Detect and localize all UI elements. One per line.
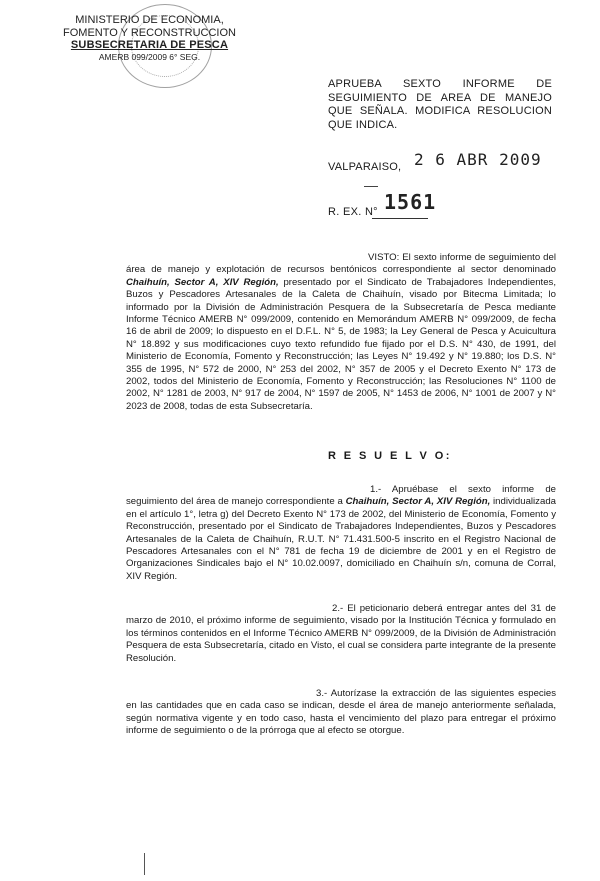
- article-1-sector-name: Chaihuín, Sector A, XIV Región,: [345, 496, 491, 508]
- visto-paragraph: [126, 252, 556, 413]
- visto-text-b: presentado por el Sindicato de Trabajadores Independientes, Buzos y Pescadores Artesanales de la Caleta de Chaihuín, visado por Bitecma Limitada; lo informado por la División de Administración Pesquera de la Subsecretaría de Pesca mediante Informe Técnico AMERB N° 099/2009, contenido en Memorándum AMERB N° 099/2009, de fecha 16 de abril de 2009; lo dispuesto en el D.F.L. N° 5, de 1983; la Ley General de Pesca y Acuicultura N° 18.892 y sus modificaciones cuyo texto refundido fue fijado por el D.S. N° 430, de 1991, del Ministerio de Economía, Fomento y Reconstrucción; las Leyes N° 19.492 y N° 19.880; los D.S. N° 355 de 1995, N° 572 de 2000, N° 253 del 2002, N° 357 de 2005 y el Decreto Exento N° 173 de 2002, todos del Ministerio de Economía, Fomento y Reconstrucción; las Resoluciones N° 1100 de 2002, N° 1281 de 2003, N° 917 de 2004, N° 1597 de 2005, N° 1453 de 2006, N° 1001 de 2007 y N° 2023 de 2008, todas de esta Subsecretaría.: [126, 276, 556, 412]
- place-label: VALPARAISO,: [328, 161, 402, 173]
- article-1-text-b: individualizada en el artículo 1°, letra g) del Decreto Exento N° 173 de 2002, del Ministerio de Economía, Fomento y Reconstrucción, presentado por el Sindicato de Trabajadores Independientes, Buzos y Pescadores Artesanales de la Caleta de Chaihuín, R.U.T. N° 71.431.500-5 inscrito en el Registro Nacional de Pescadores Artesanales con el N° 781 de fecha 19 de diciembre de 2001 y en el Registro de Organizaciones Sindicales bajo el N° 10.02.0097, domiciliado en Chaihuín s/n, comuna de Corral, XIV Región.: [126, 496, 556, 582]
- article-3-paragraph: 3.- Autorízase la extracción de las siguientes especies en las cantidades que en cada caso se indican, desde el área de manejo anteriormente señalada, según normativa vigente y en todo caso, hasta el vencimiento del plazo para entregar el próximo informe de seguimiento o de la prórroga que al efecto se otorgue.: [126, 688, 556, 737]
- resolution-label: R. EX. N°: [328, 206, 378, 218]
- letterhead-ministry: MINISTERIO DE ECONOMIA,: [75, 14, 224, 26]
- letterhead: [62, 14, 237, 62]
- resuelvo-heading: R E S U E L V O:: [328, 450, 452, 462]
- article-2-paragraph: 2.- El peticionario deberá entregar antes del 31 de marzo de 2010, el próximo informe de seguimiento, visado por la Institución Técnica y formulado en los términos contenidos en el Informe Técnico AMERB N° 099/2009, de la División de Administración Pesquera de esta Subsecretaría, citado en Visto, el cual se considera parte integrante de la presente Resolución.: [126, 603, 556, 664]
- resolution-number: 1561: [384, 190, 437, 214]
- article-1-text-a: 1.- Apruébase el sexto informe de seguimiento del área de manejo correspondiente a: [126, 484, 556, 508]
- letterhead-subsecretaria: SUBSECRETARIA DE PESCA: [70, 39, 229, 51]
- letterhead-ministry-cont: FOMENTO Y RECONSTRUCCION: [63, 26, 236, 39]
- visto-text-a: VISTO: El sexto informe de seguimiento del área de manejo y explotación de recursos bentónicos correspondiente al sector denominado: [126, 252, 556, 276]
- article-1-paragraph: [126, 484, 556, 583]
- letterhead-reference: AMERB 099/2009 6° SEG.: [98, 51, 201, 62]
- resolution-underline: [372, 218, 428, 219]
- visto-sector-name: Chaihuín, Sector A, XIV Región,: [126, 276, 279, 288]
- resolution-summary: APRUEBA SEXTO INFORME DE SEGUIMIENTO DE AREA DE MANEJO QUE SEÑALA. MODIFICA RESOLUCION QUE INDICA.: [328, 78, 552, 131]
- margin-mark: [144, 853, 145, 875]
- rex-mark: [364, 186, 378, 187]
- date-stamp: 2 6 ABR 2009: [414, 150, 542, 169]
